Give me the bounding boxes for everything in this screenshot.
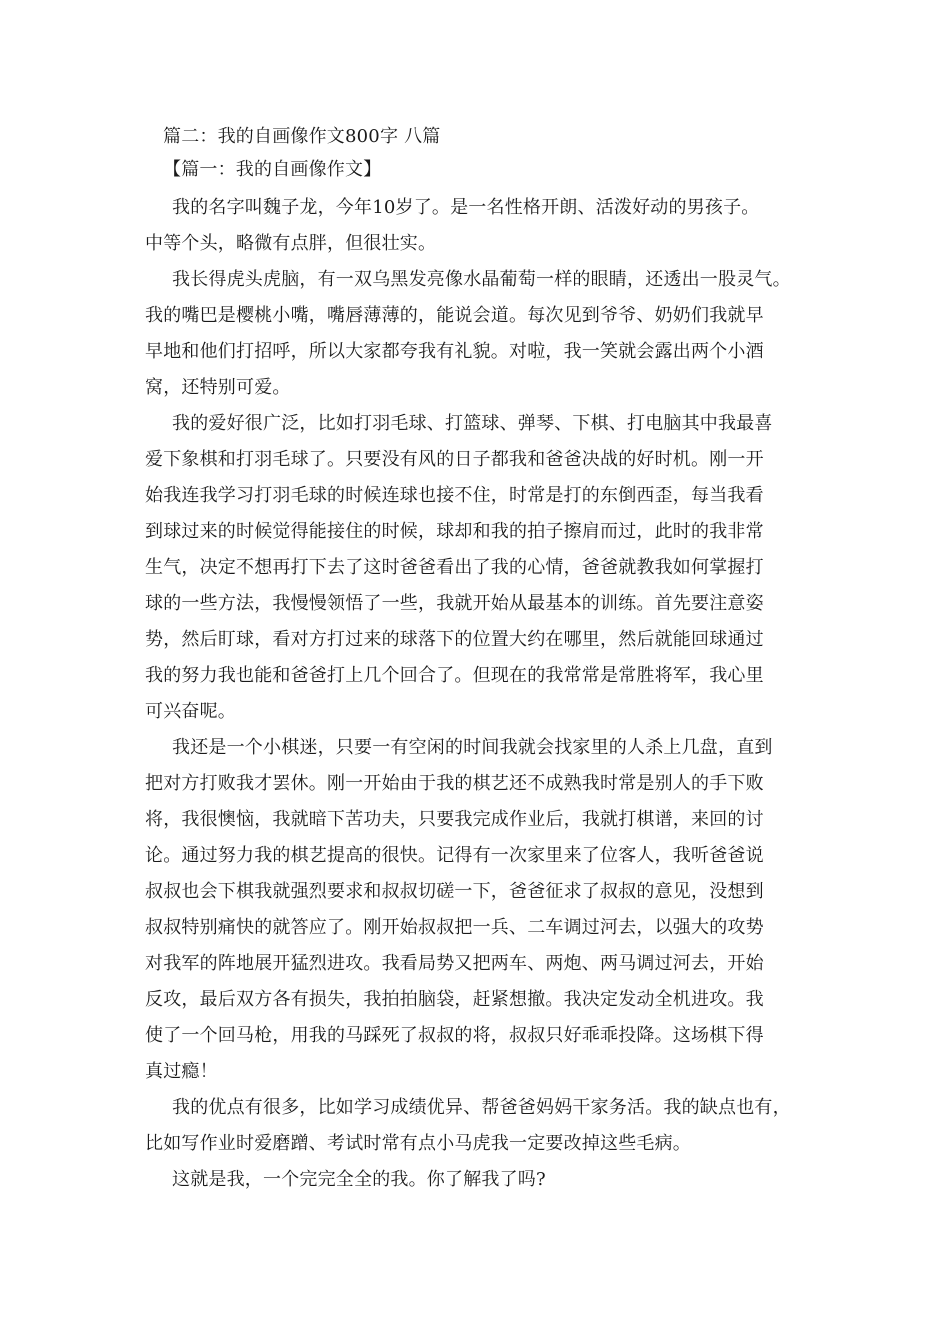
paragraph-line: 始我连我学习打羽毛球的时候连球也接不住，时常是打的东倒西歪，每当我看: [145, 485, 764, 506]
paragraph-line: 中等个头，略微有点胖，但很壮实。: [145, 233, 437, 254]
paragraph-line: 叔叔也会下棋我就强烈要求和叔叔切磋一下，爸爸征求了叔叔的意见，没想到: [145, 881, 764, 902]
paragraph-line: 我还是一个小棋迷，只要一有空闲的时间我就会找家里的人杀上几盘，直到: [172, 737, 773, 758]
paragraph-line: 我的爱好很广泛，比如打羽毛球、打篮球、弹琴、下棋、打电脑其中我最喜: [172, 413, 773, 434]
paragraph-line: 反攻，最后双方各有损失，我拍拍脑袋，赶紧想撤。我决定发动全机进攻。我: [145, 989, 764, 1010]
paragraph-line: 我的努力我也能和爸爸打上几个回合了。但现在的我常常是常胜将军，我心里: [145, 665, 764, 686]
paragraph-line: 早地和他们打招呼，所以大家都夸我有礼貌。对啦，我一笑就会露出两个小酒: [145, 341, 764, 362]
paragraph-line: 势，然后盯球，看对方打过来的球落下的位置大约在哪里，然后就能回球通过: [145, 629, 764, 650]
paragraph-line: 我长得虎头虎脑，有一双乌黑发亮像水晶葡萄一样的眼睛，还透出一股灵气。: [172, 269, 791, 290]
paragraph-line: 到球过来的时候觉得能接住的时候，球却和我的拍子擦肩而过，此时的我非常: [145, 521, 764, 542]
paragraph-line: 对我军的阵地展开猛烈进攻。我看局势又把两车、两炮、两马调过河去，开始: [145, 953, 764, 974]
paragraph-line: 叔叔特别痛快的就答应了。刚开始叔叔把一兵、二车调过河去，以强大的攻势: [145, 917, 764, 938]
paragraph-line: 可兴奋呢。: [145, 701, 236, 722]
paragraph-line: 窝，还特别可爱。: [145, 377, 291, 398]
paragraph-line: 我的嘴巴是樱桃小嘴，嘴唇薄薄的，能说会道。每次见到爷爷、奶奶们我就早: [145, 305, 764, 326]
paragraph-line: 将，我很懊恼，我就暗下苦功夫，只要我完成作业后，我就打棋谱，来回的讨: [145, 809, 764, 830]
document-heading: 篇二：我的自画像作文800字 八篇: [163, 126, 441, 147]
paragraph-line: 我的优点有很多，比如学习成绩优异、帮爸爸妈妈干家务活。我的缺点也有，: [172, 1097, 791, 1118]
paragraph-line: 生气，决定不想再打下去了这时爸爸看出了我的心情，爸爸就教我如何掌握打: [145, 557, 764, 578]
paragraph-line: 使了一个回马枪，用我的马踩死了叔叔的将，叔叔只好乖乖投降。这场棋下得: [145, 1025, 764, 1046]
paragraph-line: 我的名字叫魏子龙，今年10岁了。是一名性格开朗、活泼好动的男孩子。: [172, 197, 760, 218]
paragraph-line: 把对方打败我才罢休。刚一开始由于我的棋艺还不成熟我时常是别人的手下败: [145, 773, 764, 794]
document-subheading: 【篇一：我的自画像作文】: [163, 159, 382, 180]
paragraph-line: 比如写作业时爱磨蹭、考试时常有点小马虎我一定要改掉这些毛病。: [145, 1133, 691, 1154]
paragraph-line: 爱下象棋和打羽毛球了。只要没有风的日子都我和爸爸决战的好时机。刚一开: [145, 449, 764, 470]
paragraph-line: 论。通过努力我的棋艺提高的很快。记得有一次家里来了位客人，我听爸爸说: [145, 845, 764, 866]
paragraph-line: 球的一些方法，我慢慢领悟了一些，我就开始从最基本的训练。首先要注意姿: [145, 593, 764, 614]
paragraph-line: 真过瘾！: [145, 1061, 218, 1082]
paragraph-line: 这就是我，一个完完全全的我。你了解我了吗?: [172, 1169, 546, 1190]
